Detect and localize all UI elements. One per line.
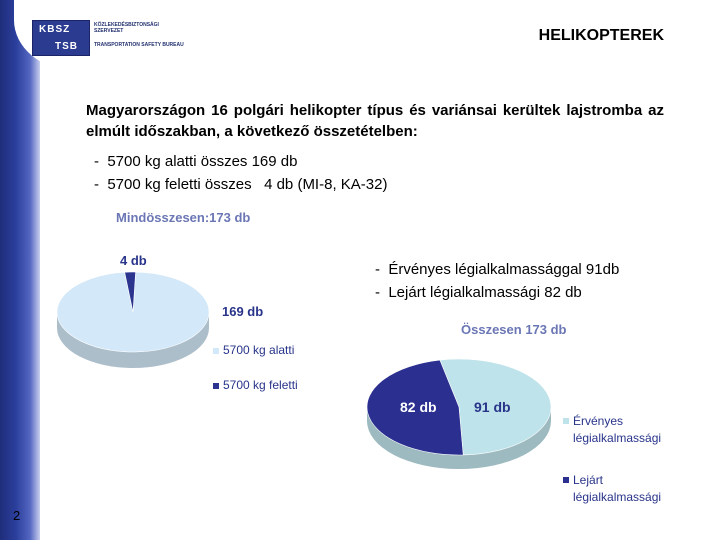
weight-bullets [94, 150, 387, 196]
bullet-above-5700: - 5700 kg feletti összes 4 db (MI-8, KA-32) [94, 176, 388, 193]
sidebar-band [0, 0, 40, 540]
chart1-legend-swatch-above [213, 383, 219, 389]
chart2-legend-swatch-valid [563, 418, 569, 424]
chart2-legend-label-valid: Érvényes légialkalmassági [573, 414, 662, 445]
chart2-value-label-valid: 91 db [474, 399, 511, 415]
chart2-title: Összesen 173 db [461, 322, 567, 337]
chart1-legend-below [213, 343, 294, 357]
page-number: 2 [13, 508, 21, 523]
chart2-legend-expired [563, 472, 683, 506]
logo-org-en: TRANSPORTATION SAFETY BUREAU [94, 42, 184, 48]
validity-bullets [375, 258, 619, 304]
chart1-legend-swatch-below [213, 348, 219, 354]
logo-badge [32, 20, 90, 56]
logo-org-hu: KÖZLEKEDÉSBIZTONSÁGI SZERVEZET [94, 22, 159, 34]
chart2-legend-swatch-expired [563, 477, 569, 483]
kbsz-logo [32, 20, 182, 58]
slide-title: HELIKOPTEREK [538, 27, 664, 44]
chart2-legend-valid [563, 413, 683, 447]
logo-short-bottom: TSB [55, 41, 78, 52]
chart1-value-label-below: 169 db [222, 304, 264, 319]
chart1-legend-label-above: 5700 kg feletti [223, 378, 298, 392]
chart2-pie [362, 355, 557, 470]
chart1-legend-above [213, 378, 298, 392]
chart2-value-label-expired: 82 db [400, 399, 437, 415]
chart1-legend-label-below: 5700 kg alatti [223, 343, 295, 357]
chart1-title: Mindösszesen:173 db [116, 210, 251, 225]
intro-text: Magyarországon 16 polgári helikopter típus és variánsai kerültek lajstromba az elmúlt időszakban, a következő összetételben: [86, 102, 664, 140]
logo-short-top: KBSZ [39, 24, 71, 35]
bullet-below-5700: - 5700 kg alatti összes 169 db [94, 153, 298, 170]
chart2-legend-label-expired: Lejárt légialkalmassági [573, 473, 662, 504]
chart1-pie [55, 270, 215, 370]
bullet-valid: - Érvényes légialkalmassággal 91db [375, 261, 620, 278]
bullet-expired: - Lejárt légialkalmassági 82 db [375, 284, 582, 301]
chart1-value-label-above: 4 db [120, 253, 147, 268]
